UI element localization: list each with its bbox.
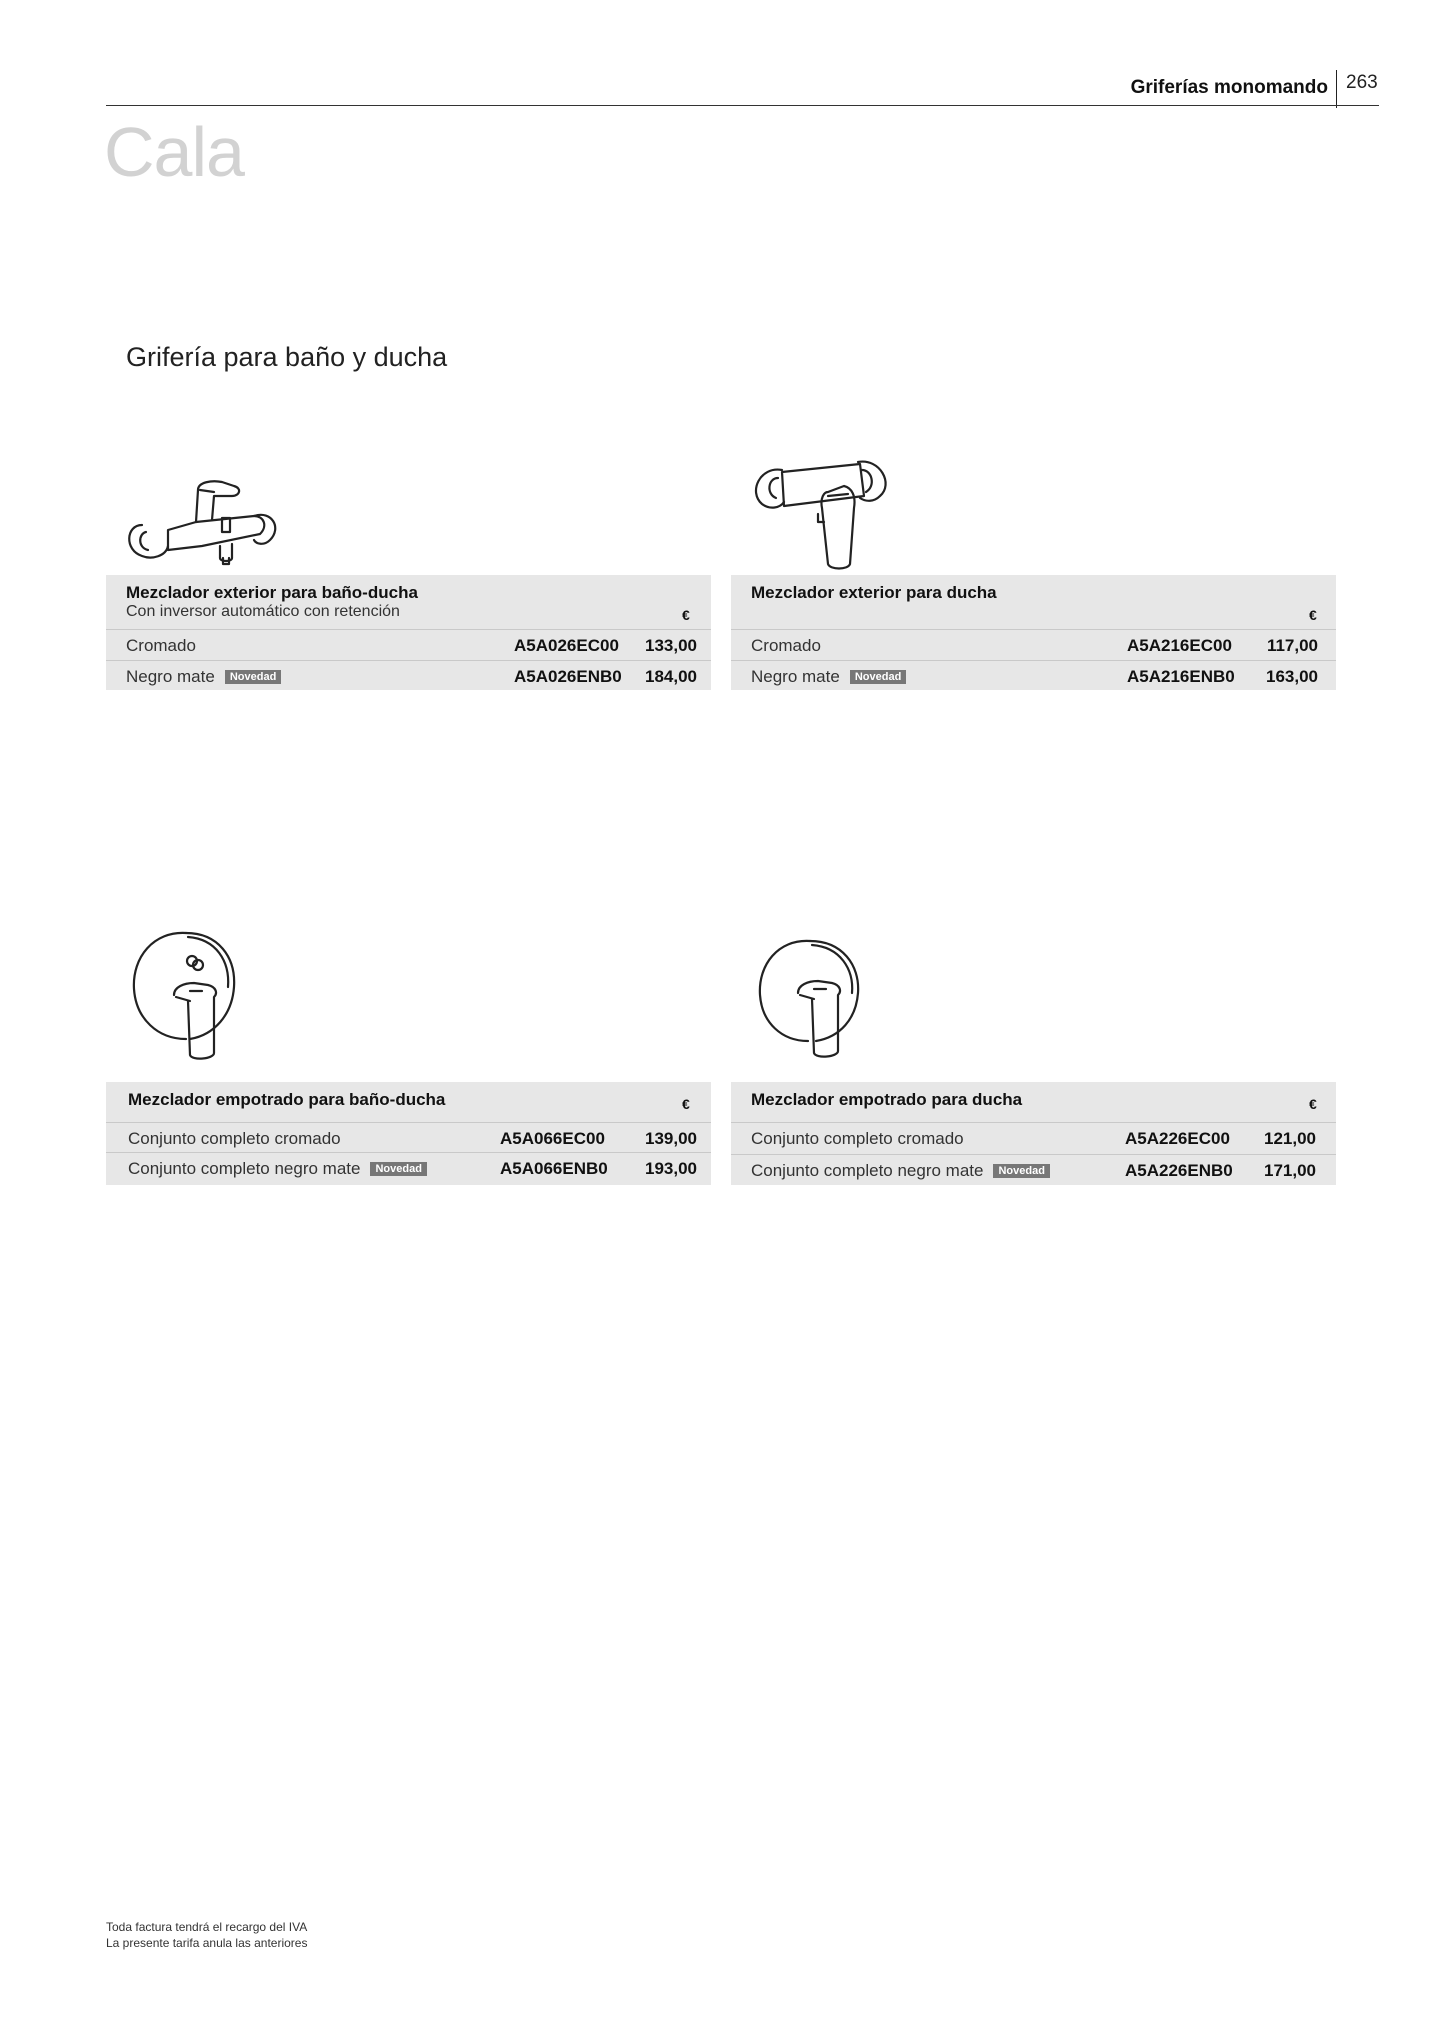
variant-row (731, 1154, 1336, 1185)
currency-label: € (1309, 607, 1317, 623)
header-rule (106, 105, 1379, 106)
variant-label: Conjunto completo negro mate Novedad (128, 1159, 427, 1179)
product-name: Mezclador exterior para baño-ducha (126, 583, 418, 602)
footer-line-tariff: La presente tarifa anula las anteriores (106, 1936, 308, 1950)
product-name: Mezclador empotrado para baño-ducha (128, 1090, 446, 1109)
variant-row (106, 660, 711, 691)
header-separator (1336, 70, 1337, 108)
product-card-shower-exterior (731, 575, 1336, 690)
variant-row (106, 1152, 711, 1183)
variant-row (731, 629, 1336, 660)
currency-label: € (682, 607, 690, 623)
variant-row (731, 660, 1336, 691)
product-code: A5A066EC00 (500, 1129, 605, 1148)
product-code: A5A226EC00 (1125, 1129, 1230, 1148)
variant-label: Negro mate Novedad (751, 667, 906, 687)
product-code: A5A066ENB0 (500, 1159, 608, 1178)
product-code: A5A026EC00 (514, 636, 619, 655)
variant-label: Conjunto completo negro mate Novedad (751, 1161, 1050, 1181)
concealed-shower-mixer-icon (754, 935, 864, 1065)
product-card-bath-shower-concealed (106, 1082, 711, 1185)
page-number: 263 (1346, 72, 1378, 93)
product-subtitle: Con inversor automático con retención (126, 603, 400, 620)
brand-title: Cala (104, 113, 244, 191)
product-price: 139,00 (645, 1129, 697, 1148)
product-code: A5A026ENB0 (514, 667, 622, 686)
currency-label: € (682, 1096, 690, 1112)
novedad-badge: Novedad (370, 1162, 426, 1176)
product-card-shower-concealed (731, 1082, 1336, 1185)
shower-wall-mixer-icon (748, 452, 908, 570)
novedad-badge: Novedad (850, 670, 906, 684)
product-price: 163,00 (1266, 667, 1318, 686)
product-name: Mezclador exterior para ducha (751, 583, 997, 602)
product-card-bath-shower-exterior (106, 575, 711, 690)
product-price: 121,00 (1264, 1129, 1316, 1148)
variant-row (106, 1122, 711, 1153)
variant-row (106, 629, 711, 660)
bath-shower-wall-mixer-icon (122, 470, 282, 570)
section-title: Grifería para baño y ducha (126, 342, 448, 372)
product-name: Mezclador empotrado para ducha (751, 1090, 1023, 1109)
variant-label: Conjunto completo cromado (128, 1129, 341, 1148)
variant-label: Conjunto completo cromado (751, 1129, 964, 1148)
variant-row (731, 1122, 1336, 1153)
header-section-title: Griferías monomando (1130, 77, 1328, 98)
product-code: A5A216EC00 (1127, 636, 1232, 655)
product-price: 171,00 (1264, 1161, 1316, 1180)
variant-label: Cromado (751, 636, 821, 655)
concealed-bath-shower-mixer-icon (128, 927, 238, 1063)
product-price: 193,00 (645, 1159, 697, 1178)
product-code: A5A226ENB0 (1125, 1161, 1233, 1180)
product-price: 133,00 (645, 636, 697, 655)
product-price: 184,00 (645, 667, 697, 686)
variant-label: Cromado (126, 636, 196, 655)
novedad-badge: Novedad (225, 670, 281, 684)
currency-label: € (1309, 1096, 1317, 1112)
footer-notes (106, 1919, 307, 1951)
variant-label: Negro mate Novedad (126, 667, 281, 687)
product-price: 117,00 (1266, 636, 1318, 655)
product-code: A5A216ENB0 (1127, 667, 1235, 686)
novedad-badge: Novedad (993, 1164, 1049, 1178)
footer-line-vat: Toda factura tendrá el recargo del IVA (106, 1920, 308, 1934)
